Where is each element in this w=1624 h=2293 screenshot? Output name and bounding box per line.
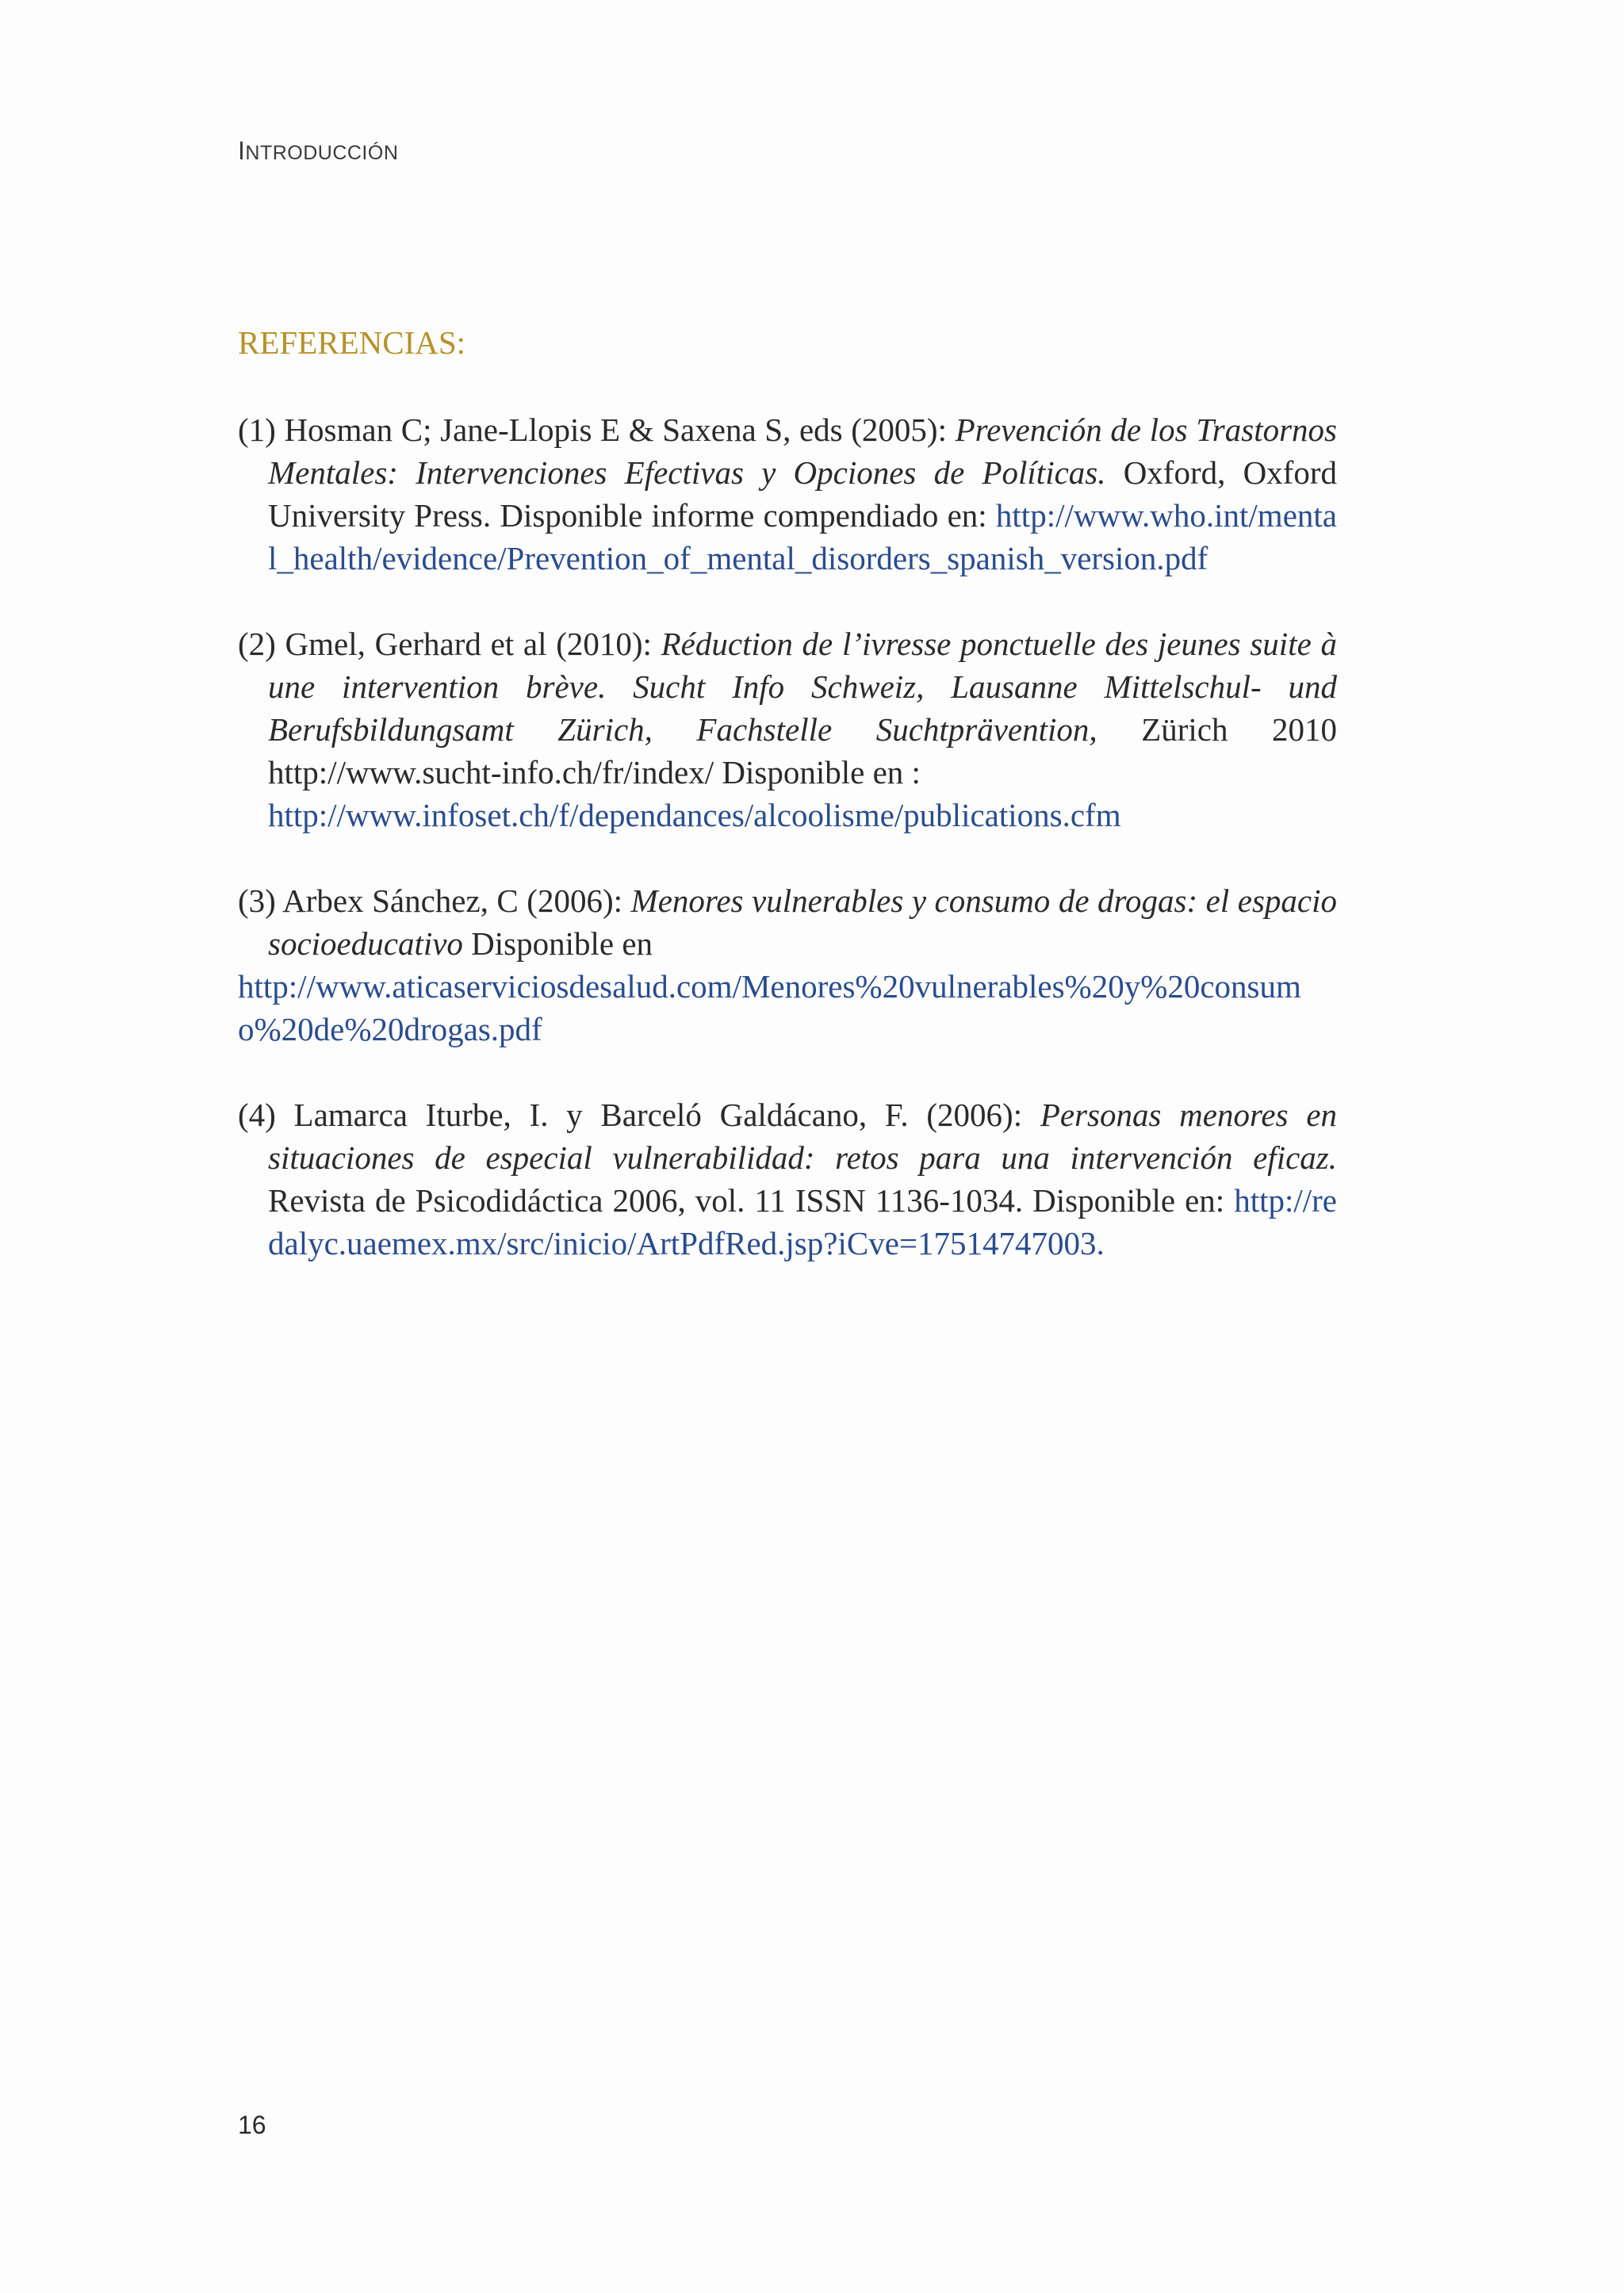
running-header (238, 136, 398, 166)
page-number: 16 (238, 2111, 266, 2139)
reference-authors: Hosman C; Jane-Llopis E & Saxena S, eds (2005): (284, 412, 947, 448)
reference-publisher: Disponible en (471, 925, 653, 962)
reference-publisher: Revista de Psicodidáctica 2006, vol. 11 ISSN 1136-1034. Disponible en: (268, 1182, 1225, 1219)
reference-item (238, 622, 1337, 836)
reference-title: Personas menores en situaciones de especial vulnerabilidad: retos para una intervención eficaz. (268, 1097, 1338, 1176)
reference-authors: Lamarca Iturbe, I. y Barceló Galdácano, F. (2006): (293, 1097, 1023, 1133)
reference-list (238, 408, 1337, 1307)
reference-authors: Gmel, Gerhard et al (2010): (285, 626, 652, 662)
reference-number: (1) (238, 412, 276, 448)
reference-number: (4) (238, 1097, 276, 1133)
running-header-initial: I (238, 136, 246, 165)
reference-item (238, 408, 1337, 580)
reference-number: (2) (238, 626, 276, 662)
reference-publisher: Oxford, Oxford University Press. Disponible informe compendiado en: (268, 454, 1337, 534)
reference-link[interactable]: http://www.infoset.ch/f/dependances/alcoolisme/publications.cfm (268, 797, 1121, 833)
reference-link[interactable]: http://www.who.int/mental_health/evidence/Prevention_of_mental_disorders_spanish_version.pdf (268, 497, 1337, 576)
reference-title: Prevención de los Trastornos Mentales: Intervenciones Efectivas y Opciones de Políticas. (268, 412, 1337, 491)
reference-title: Menores vulnerables y consumo de drogas: el espacio socioeducativo (268, 882, 1337, 962)
reference-link[interactable]: http://www.aticaserviciosdesalud.com/Menores%20vulnerables%20y%20consumo%20de%20drogas.pdf (238, 968, 1301, 1047)
reference-item (238, 1093, 1337, 1265)
reference-authors: Arbex Sánchez, C (2006): (282, 882, 623, 919)
reference-number: (3) (238, 882, 276, 919)
references-heading: REFERENCIAS: (238, 324, 466, 361)
reference-item (238, 879, 1337, 1051)
running-header-rest: NTRODUCCIÓN (245, 142, 399, 164)
reference-title: Réduction de l’ivresse ponctuelle des jeunes suite à une intervention brève. Sucht Info Schweiz, Lausanne Mittelschul- und Berufsbildungsamt Zürich, Fachstelle Suchtprävention, (268, 626, 1337, 748)
reference-link[interactable]: http://redalyc.uaemex.mx/src/inicio/ArtPdfRed.jsp?iCve=17514747003. (268, 1182, 1338, 1261)
reference-publisher: Zürich 2010 http://www.sucht-info.ch/fr/index/ Disponible en : (268, 711, 1337, 790)
